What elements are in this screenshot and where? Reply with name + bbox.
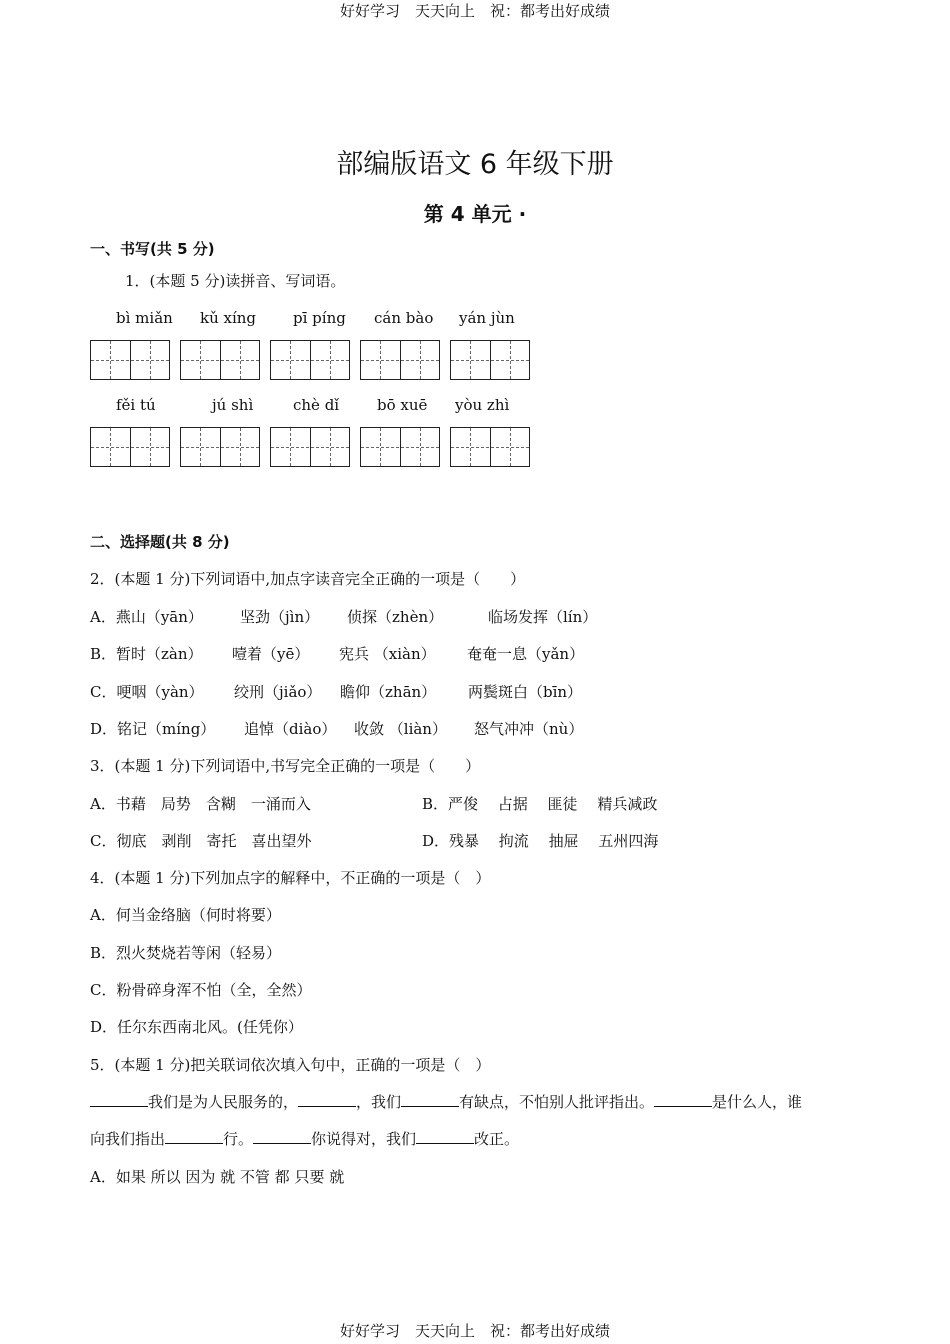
sentence-text: 有缺点，不怕别人批评指出。 xyxy=(459,1093,655,1111)
q2-option-b-word: 噎着（yē） xyxy=(232,645,310,663)
fill-blank[interactable] xyxy=(401,1092,459,1107)
q3-option-b[interactable]: B．严俊 占据 匪徒 精兵减政 xyxy=(422,795,658,813)
q5-sentence-line-2 xyxy=(90,1128,519,1149)
question-2-stem: 2．(本题 1 分)下列词语中,加点字读音完全正确的一项是（ ） xyxy=(90,570,526,588)
sentence-text: ，我们 xyxy=(356,1093,402,1111)
q2-option-c-word: 绞刑（jiǎo） xyxy=(234,683,322,701)
q2-option-a[interactable]: A．燕山（yān） xyxy=(90,608,203,626)
q4-option-c[interactable]: C．粉骨碎身浑不怕（全，全然） xyxy=(90,981,312,999)
question-5-stem: 5．(本题 1 分)把关联词依次填入句中，正确的一项是（ ） xyxy=(90,1056,491,1074)
writing-grid-box[interactable] xyxy=(90,427,170,467)
question-1-stem: 1．(本题 5 分)读拼音、写词语。 xyxy=(125,272,346,290)
page-header: 好好学习 天天向上 祝：都考出好成绩 xyxy=(339,2,610,20)
fill-blank[interactable] xyxy=(90,1092,148,1107)
writing-grid-box[interactable] xyxy=(450,427,530,467)
writing-grid-box[interactable] xyxy=(180,427,260,467)
sentence-text: 你说得对，我们 xyxy=(311,1130,417,1148)
page-title: 部编版语文 6 年级下册 xyxy=(336,149,614,180)
pinyin-label: bì miǎn xyxy=(116,309,173,327)
section-1-heading: 一、书写(共 5 分) xyxy=(90,240,215,258)
pinyin-label: yán jùn xyxy=(459,309,515,327)
sentence-text: 向我们指出 xyxy=(90,1130,166,1148)
q2-option-a-word: 坚劲（jìn） xyxy=(240,608,320,626)
q2-option-b-word: 奄奄一息（yǎn） xyxy=(467,645,585,663)
q2-option-a-word: 侦探（zhèn） xyxy=(347,608,444,626)
pinyin-label: chè dǐ xyxy=(293,396,340,414)
q3-option-c[interactable]: C．彻底 剥削 寄托 喜出望外 xyxy=(90,832,312,850)
q5-option-a[interactable]: A．如果 所以 因为 就 不管 都 只要 就 xyxy=(90,1168,345,1186)
q2-option-c-word: 两鬓斑白（bīn） xyxy=(468,683,583,701)
q2-option-b[interactable]: B．暂时（zàn） xyxy=(90,645,203,663)
pinyin-label: kǔ xíng xyxy=(200,309,257,327)
writing-grid-box[interactable] xyxy=(270,340,350,380)
q2-option-b-word: 宪兵 （xiàn） xyxy=(339,645,436,663)
unit-subtitle: 第 4 单元 · xyxy=(423,202,527,226)
pinyin-label: yòu zhì xyxy=(455,396,510,414)
q5-sentence-line-1 xyxy=(90,1091,802,1112)
q4-option-a[interactable]: A．何当金络脑（何时将要） xyxy=(90,906,281,924)
q3-option-d[interactable]: D．残暴 拘流 抽屉 五州四海 xyxy=(422,832,659,850)
fill-blank[interactable] xyxy=(298,1092,356,1107)
writing-grid-box[interactable] xyxy=(270,427,350,467)
writing-grid-box[interactable] xyxy=(360,340,440,380)
writing-grid-box[interactable] xyxy=(90,340,170,380)
q2-option-d[interactable]: D．铭记（míng） xyxy=(90,720,216,738)
page-footer: 好好学习 天天向上 祝：都考出好成绩 xyxy=(339,1322,610,1340)
pinyin-label: jú shì xyxy=(212,396,254,414)
sentence-text: 我们是为人民服务的， xyxy=(148,1093,299,1111)
writing-grid-box[interactable] xyxy=(450,340,530,380)
q2-option-d-word: 怒气冲冲（nù） xyxy=(474,720,584,738)
pinyin-label: pī píng xyxy=(293,309,346,327)
q3-option-a[interactable]: A．书藉 局势 含糊 一涌而入 xyxy=(90,795,311,813)
fill-blank[interactable] xyxy=(416,1129,474,1144)
question-3-stem: 3．(本题 1 分)下列词语中,书写完全正确的一项是（ ） xyxy=(90,757,481,775)
q2-option-a-word: 临场发挥（lín） xyxy=(488,608,598,626)
pinyin-label: bō xuē xyxy=(377,396,428,414)
fill-blank[interactable] xyxy=(253,1129,311,1144)
q2-option-d-word: 收敛 （liàn） xyxy=(354,720,447,738)
q2-option-d-word: 追悼（diào） xyxy=(244,720,337,738)
section-2-heading: 二、选择题(共 8 分) xyxy=(90,533,230,551)
writing-grid-box[interactable] xyxy=(360,427,440,467)
q4-option-b[interactable]: B．烈火焚烧若等闲（轻易） xyxy=(90,944,282,962)
q2-option-c[interactable]: C．哽咽（yàn） xyxy=(90,683,204,701)
q2-option-c-word: 瞻仰（zhān） xyxy=(340,683,437,701)
fill-blank[interactable] xyxy=(654,1092,712,1107)
q4-option-d[interactable]: D．任尔东西南北风。(任凭你） xyxy=(90,1018,303,1036)
sentence-text: 行。 xyxy=(223,1130,254,1148)
fill-blank[interactable] xyxy=(165,1129,223,1144)
writing-grid-box[interactable] xyxy=(180,340,260,380)
question-4-stem: 4．(本题 1 分)下列加点字的解释中，不正确的一项是（ ） xyxy=(90,869,491,887)
pinyin-label: cán bào xyxy=(374,309,434,327)
pinyin-label: fěi tú xyxy=(116,396,156,414)
sentence-text: 是什么人，谁 xyxy=(712,1093,803,1111)
sentence-text: 改正。 xyxy=(474,1130,520,1148)
